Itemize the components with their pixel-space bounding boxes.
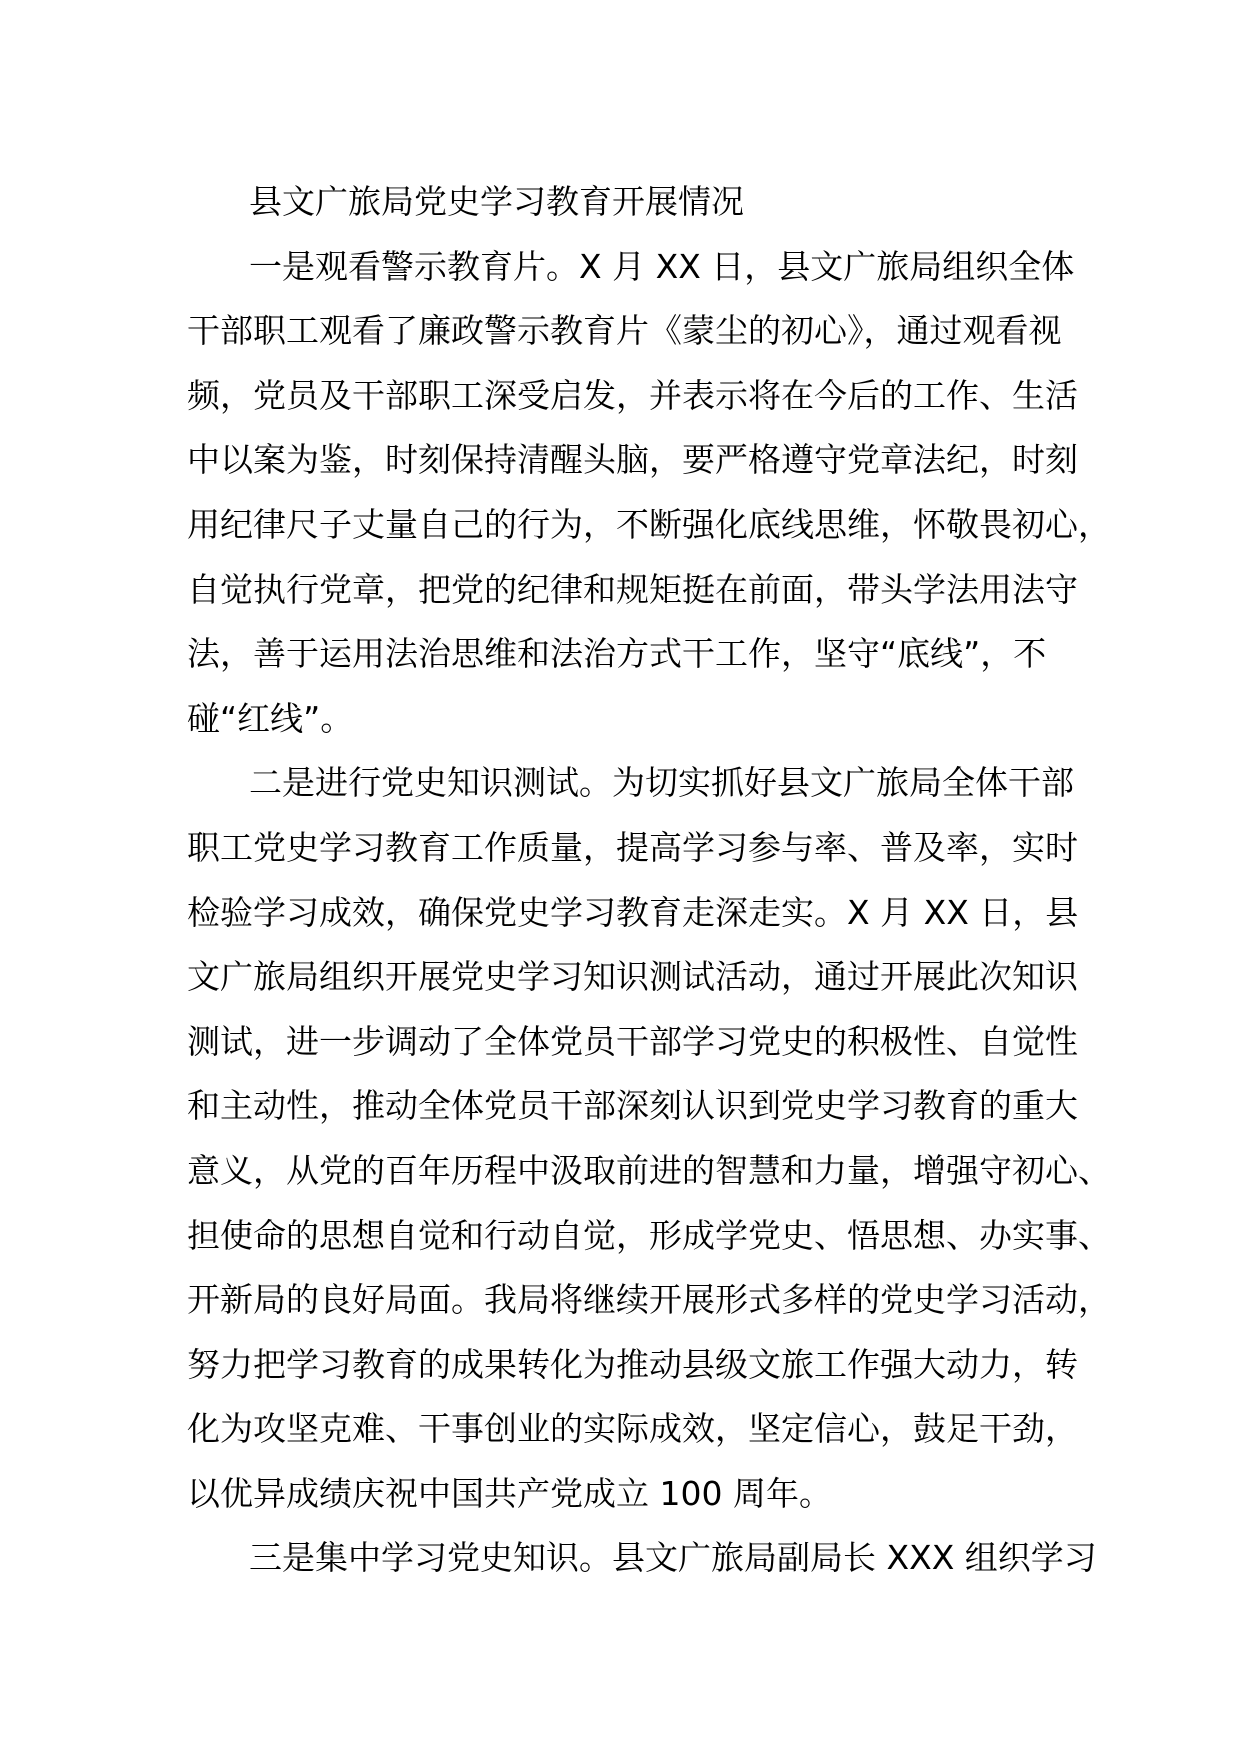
paragraph-line: 努力把学习教育的成果转化为推动县级文旅工作强大动力，转 bbox=[187, 1344, 1078, 1384]
paragraph-line: 一是观看警示教育片。X 月 XX 日，县文广旅局组织全体 bbox=[249, 246, 1075, 286]
paragraph-line: 三是集中学习党史知识。县文广旅局副局长 XXX 组织学习 bbox=[249, 1538, 1097, 1578]
paragraph-line: 碰“红线”。 bbox=[187, 698, 354, 738]
paragraph-3 bbox=[187, 1526, 1097, 1591]
paragraph-line: 以优异成绩庆祝中国共产党成立 100 周年。 bbox=[187, 1473, 832, 1513]
document-body bbox=[187, 170, 1111, 1591]
paragraph-line: 检验学习成效，确保党史学习教育走深走实。X 月 XX 日，县 bbox=[187, 892, 1079, 932]
paragraph-line: 测试，进一步调动了全体党员干部学习党史的积极性、自觉性 bbox=[187, 1021, 1078, 1061]
paragraph-line: 文广旅局组织开展党史学习知识测试活动，通过开展此次知识 bbox=[187, 957, 1078, 997]
paragraph-line: 频，党员及干部职工深受启发，并表示将在今后的工作、生活 bbox=[187, 375, 1078, 415]
paragraph-1 bbox=[187, 235, 1111, 752]
document-title: 县文广旅局党史学习教育开展情况 bbox=[249, 182, 744, 221]
paragraph-line: 职工党史学习教育工作质量，提高学习参与率、普及率，实时 bbox=[187, 827, 1078, 867]
paragraph-line: 二是进行党史知识测试。为切实抓好县文广旅局全体干部 bbox=[249, 763, 1074, 803]
paragraph-line: 自觉执行党章，把党的纪律和规矩挺在前面，带头学法用法守 bbox=[187, 569, 1078, 609]
paragraph-line: 和主动性，推动全体党员干部深刻认识到党史学习教育的重大 bbox=[187, 1086, 1078, 1126]
paragraph-line: 化为攻坚克难、干事创业的实际成效，坚定信心，鼓足干劲， bbox=[187, 1409, 1078, 1449]
paragraph-line: 意义，从党的百年历程中汲取前进的智慧和力量，增强守初心、 bbox=[187, 1150, 1111, 1190]
paragraph-line: 中以案为鉴，时刻保持清醒头脑，要严格遵守党章法纪，时刻 bbox=[187, 440, 1078, 480]
paragraph-line: 用纪律尺子丈量自己的行为，不断强化底线思维，怀敬畏初心， bbox=[187, 504, 1111, 544]
paragraph-2 bbox=[187, 751, 1111, 1526]
paragraph-line: 担使命的思想自觉和行动自觉，形成学党史、悟思想、办实事、 bbox=[187, 1215, 1111, 1255]
paragraph-line: 开新局的良好局面。我局将继续开展形式多样的党史学习活动， bbox=[187, 1280, 1111, 1320]
paragraph-line: 干部职工观看了廉政警示教育片《蒙尘的初心》，通过观看视 bbox=[187, 311, 1062, 351]
paragraph-line: 法，善于运用法治思维和法治方式干工作，坚守“底线”，不 bbox=[187, 634, 1047, 674]
